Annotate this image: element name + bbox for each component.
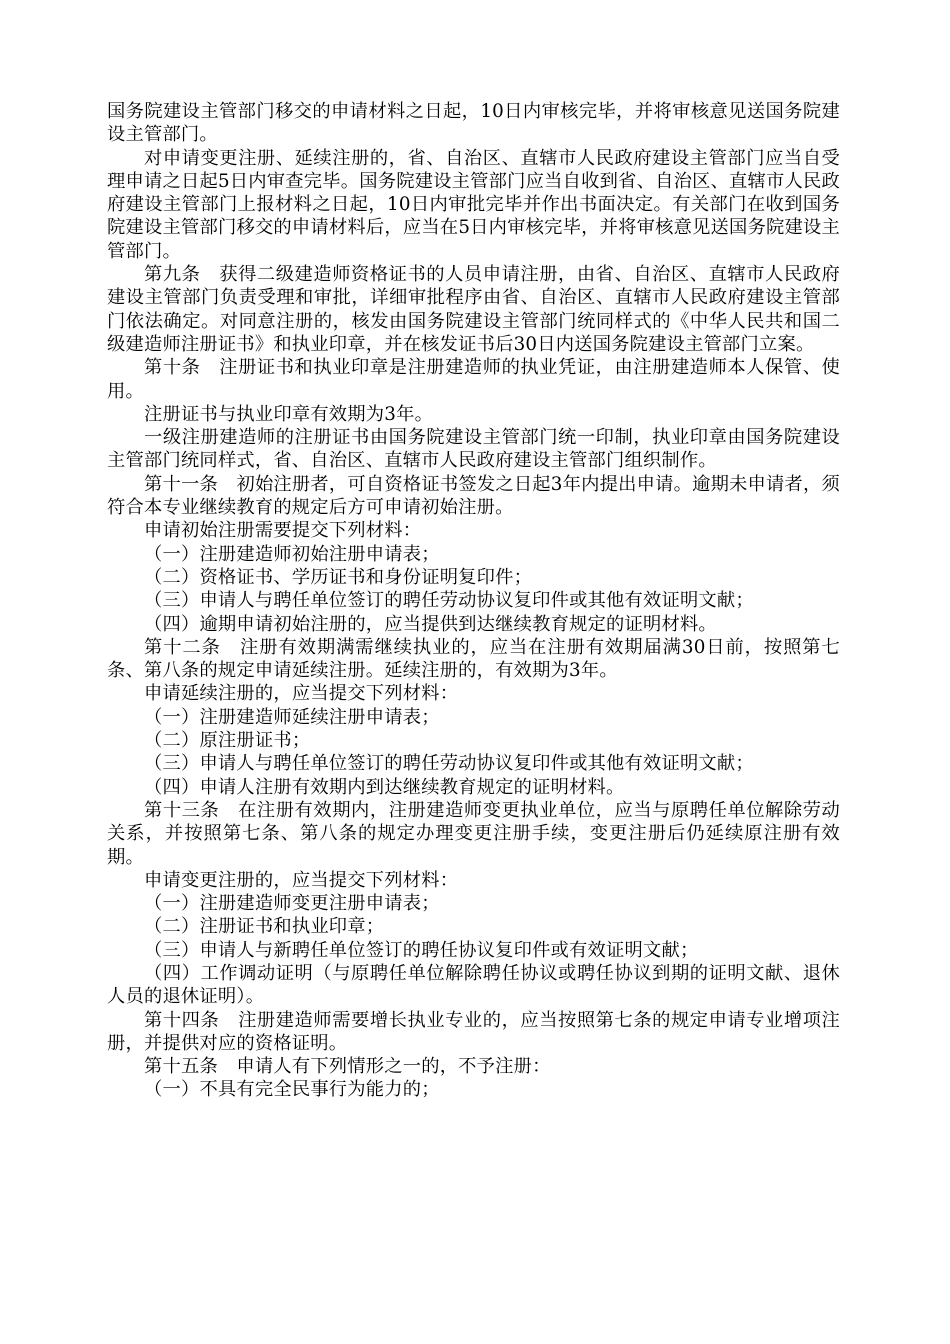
paragraph-5: 注册证书与执业印章有效期为3年。 [144,403,434,425]
list-heading: 申请延续注册的，应当提交下列材料： [144,683,459,705]
paragraph-6: 一级注册建造师的注册证书由国务院建设主管部门统一印制，执业印章由国务院建设主管部门统同样式，省、自治区、直辖市人民政府建设主管部门组织制作。 [107,427,840,472]
list-heading: 申请初始注册需要提交下列材料： [144,520,422,542]
list-item: （二）原注册证书； [144,730,311,752]
list-heading: 申请变更注册的，应当提交下列材料： [144,869,459,891]
list-item: （一）注册建造师变更注册申请表； [144,893,440,915]
list-item: （三）申请人与新聘任单位签订的聘任协议复印件或有效证明文献； [144,939,699,961]
list-item: （三）申请人与聘任单位签订的聘任劳动协议复印件或其他有效证明文献； [144,753,754,775]
article-11: 第十一条 初始注册者，可自资格证书签发之日起3年内提出申请。逾期未申请者，须符合本专业继续教育的规定后方可申请初始注册。 [107,473,840,519]
list-item: （二）资格证书、学历证书和身份证明复印件； [144,566,533,588]
article-15: 第十五条 申请人有下列情形之一的，不予注册： [144,1056,551,1078]
paragraph-1: 国务院建设主管部门移交的申请材料之日起，10日内审核完毕，并将审核意见送国务院建设主管部门。 [107,101,840,146]
list-item: （四）申请人注册有效期内到达继续教育规定的证明材料。 [144,776,625,798]
paragraph-2: 对申请变更注册、延续注册的，省、自治区、直辖市人民政府建设主管部门应当自受理申请之日起5日内审查完毕。国务院建设主管部门应当自收到省、自治区、直辖市人民政府建设主管部门上报材料之日起，10日内审批完毕并作出书面决定。有关部门在收到国务院建设主管部门移交的申请材料后，应当在5日内审核完毕，并将审核意见送国务院建设主管部门。 [107,147,840,262]
list-item: （二）注册证书和执业印章； [144,916,385,938]
list-item: （一）不具有完全民事行为能力的； [144,1079,440,1101]
article-12: 第十二条 注册有效期满需继续执业的，应当在注册有效期届满30日前，按照第七条、第八条的规定申请延续注册。延续注册的，有效期为3年。 [107,636,840,682]
article-9: 第九条 获得二级建造师资格证书的人员申请注册，由省、自治区、直辖市人民政府建设主管部门负责受理和审批，详细审批程序由省、自治区、直辖市人民政府建设主管部门依法确定。对同意注册的，核发由国务院建设主管部门统同样式的《中华人民共和国二级建造师注册证书》和执业印章，并在核发证书后30日内送国务院建设主管部门立案。 [107,264,840,355]
document-body [107,100,840,1102]
article-13: 第十三条 在注册有效期内，注册建造师变更执业单位，应当与原聘任单位解除劳动关系，并按照第七条、第八条的规定办理变更注册手续，变更注册后仍延续原注册有效期。 [107,799,840,868]
article-14: 第十四条 注册建造师需要增长执业专业的，应当按照第七条的规定申请专业增项注册，并提供对应的资格证明。 [107,1009,840,1054]
list-item: （一）注册建造师初始注册申请表； [144,543,440,565]
list-item: （四）工作调动证明（与原聘任单位解除聘任协议或聘任协议到期的证明文献、退休人员的退休证明）。 [107,962,840,1008]
list-item: （四）逾期申请初始注册的，应当提供到达继续教育规定的证明材料。 [144,613,717,635]
article-10: 第十条 注册证书和执业印章是注册建造师的执业凭证，由注册建造师本人保管、使用。 [107,357,840,402]
list-item: （一）注册建造师延续注册申请表； [144,706,440,728]
list-item: （三）申请人与聘任单位签订的聘任劳动协议复印件或其他有效证明文献； [144,590,754,612]
